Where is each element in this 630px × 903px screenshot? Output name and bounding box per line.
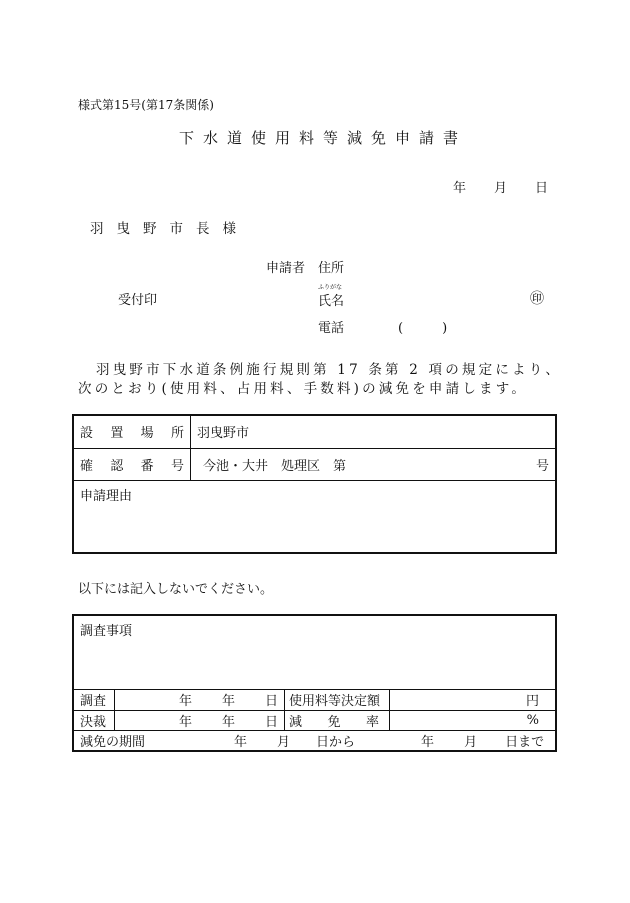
survey-items-label: 調査事項	[80, 624, 133, 639]
location-label-cell: 設 置 場 所	[73, 415, 191, 448]
date-day: 日	[535, 181, 549, 196]
fee-unit[interactable]: 円	[390, 689, 556, 710]
decision-date-cell[interactable]: 年 年 日	[115, 710, 285, 730]
confirm-value-cell[interactable]	[191, 448, 557, 480]
date-month: 月	[494, 181, 508, 196]
period-label: 減免の期間	[80, 734, 146, 750]
phone-parens: ( )	[398, 321, 448, 336]
office-use-table	[72, 614, 557, 752]
period-cell[interactable]: 減免の期間 年 月 日から 年 月 日まで	[73, 730, 556, 751]
survey-items-cell	[73, 615, 556, 689]
confirm-label-cell: 確 認 番 号	[73, 448, 191, 480]
location-value[interactable]: 羽曳野市	[191, 415, 557, 448]
addressee: 羽曳野市長様	[90, 221, 249, 237]
receipt-stamp-label: 受付印	[118, 293, 158, 308]
survey-label: 調査	[73, 689, 115, 710]
rate-unit[interactable]: %	[390, 710, 556, 730]
application-table	[72, 414, 557, 554]
rate-label-cell: 減 免 率	[285, 710, 390, 730]
body-line-1: 羽曳野市下水道条例施行規則第 17 条第 2 項の規定により、	[96, 362, 563, 378]
confirm-suffix: 号	[535, 458, 549, 474]
furigana-label: ふりがな	[318, 284, 343, 291]
applicant-label: 申請者	[266, 261, 306, 276]
fee-label: 使用料等決定額	[285, 689, 390, 710]
name-label: 氏名	[318, 294, 345, 309]
body-line-2: 次のとおり(使用料、占用料、手数料)の減免を申請します。	[78, 381, 529, 397]
confirm-value: 今池・大井 処理区 第	[203, 458, 347, 474]
form-number: 様式第15号(第17条関係)	[78, 98, 214, 112]
address-label: 住所	[318, 261, 345, 276]
phone-label: 電話	[318, 321, 345, 336]
reason-cell[interactable]	[73, 480, 556, 553]
reason-label: 申請理由	[80, 488, 133, 504]
survey-date-cell[interactable]: 年 年 日	[115, 689, 285, 710]
seal-mark: ㊞	[530, 291, 544, 307]
decision-label: 決裁	[73, 710, 115, 730]
date-year: 年	[453, 181, 467, 196]
page-title: 下水道使用料等減免申請書	[179, 129, 468, 147]
note-text: 以下には記入しないでください。	[78, 582, 274, 597]
